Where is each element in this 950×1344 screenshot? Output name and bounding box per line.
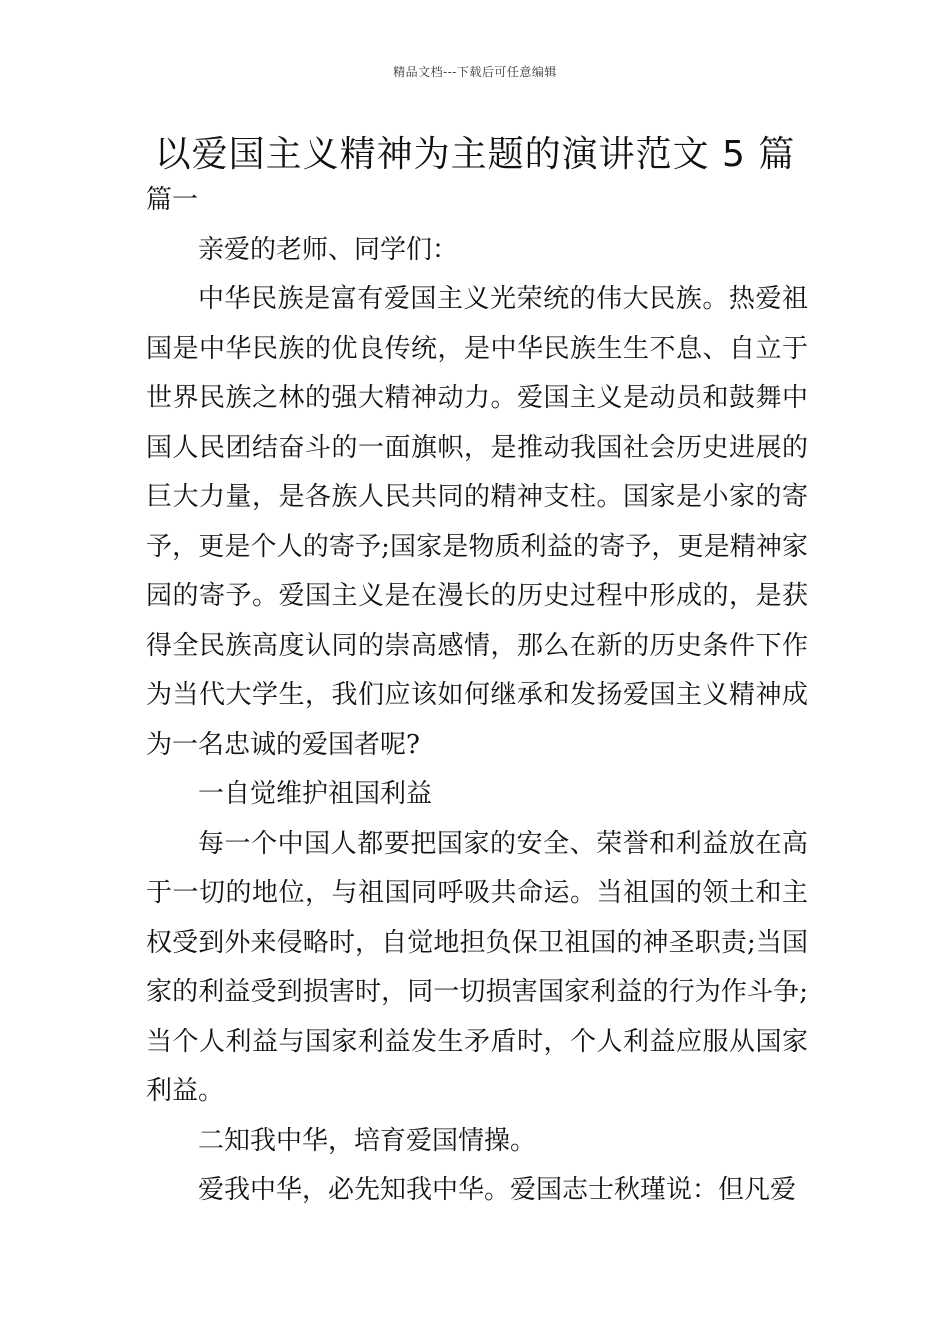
page-header-note: 精品文档---下载后可任意编辑 bbox=[393, 65, 557, 79]
paragraph-intro: 中华民族是富有爱国主义光荣统的伟大民族。热爱祖国是中华民族的优良传统，是中华民族生生不息、自立于世界民族之林的强大精神动力。爱国主义是动员和鼓舞中国人民团结奋斗的一面旗帜，是推动我国社会历史进展的巨大力量，是各族人民共同的精神支柱。国家是小家的寄予，更是个人的寄予;国家是物质利益的寄予，更是精神家园的寄予。爱国主义是在漫长的历史过程中形成的，是获得全民族高度认同的崇高感情，那么在新的历史条件下作为当代大学生，我们应该如何继承和发扬爱国主义精神成为一名忠诚的爱国者呢? bbox=[146, 284, 808, 760]
paragraph-two: 爱我中华，必先知我中华。爱国志士秋瑾说：但凡爱 bbox=[198, 1175, 797, 1205]
subheading-one: 一自觉维护祖国利益 bbox=[198, 779, 433, 809]
subheading-two: 二知我中华，培育爱国情操。 bbox=[198, 1125, 537, 1156]
paragraph-greeting: 亲爱的老师、同学们： bbox=[198, 234, 459, 265]
paragraph-one: 每一个中国人都要把国家的安全、荣誉和利益放在高于一切的地位，与祖国同呼吸共命运。当祖国的领土和主权受到外来侵略时，自觉地担负保卫祖国的神圣职责;当国家的利益受到损害时，同一切损害国家利益的行为作斗争;当个人利益与国家利益发生矛盾时，个人利益应服从国家利益。 bbox=[146, 828, 808, 1106]
document-title: 以爱国主义精神为主题的演讲范文 5 篇 bbox=[154, 134, 796, 175]
section-label: 篇一 bbox=[146, 185, 199, 215]
document-body bbox=[146, 176, 808, 1216]
